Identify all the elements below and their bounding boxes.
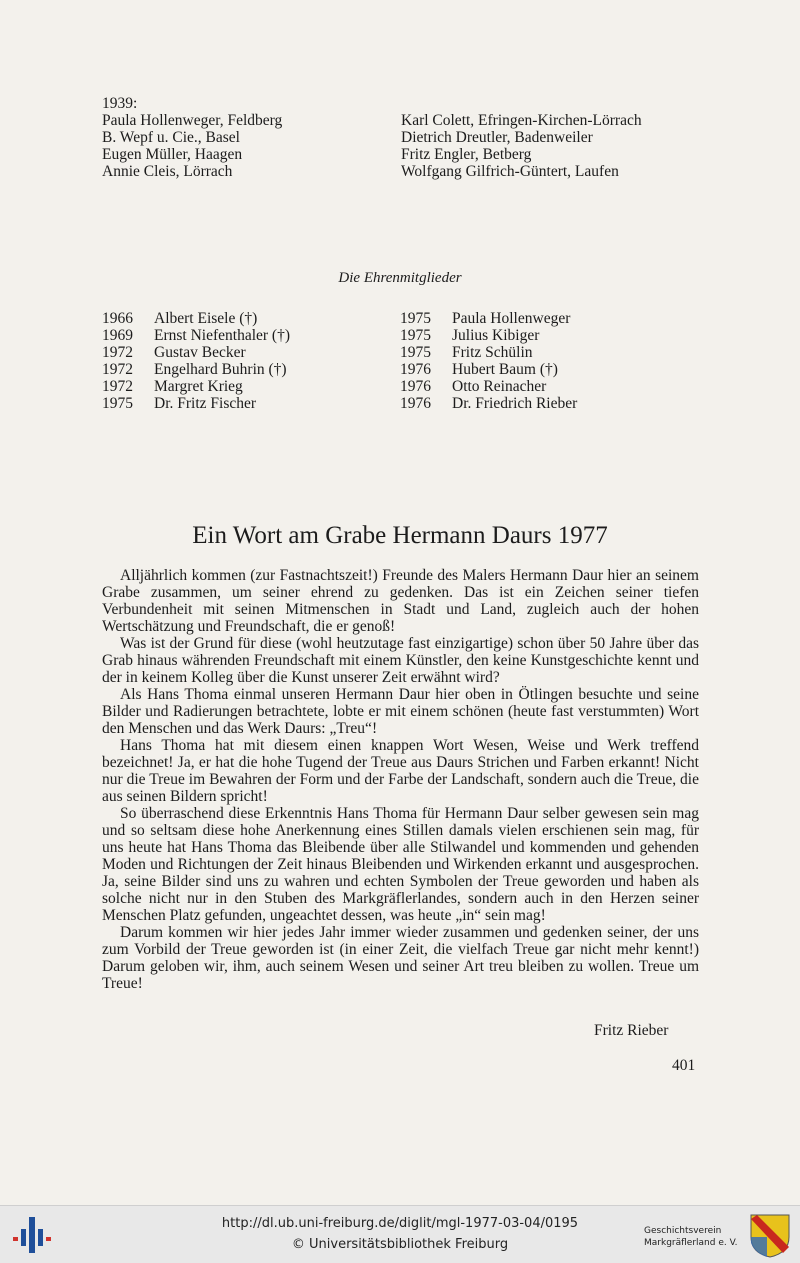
document-url-link[interactable]: http://dl.ub.uni-freiburg.de/diglit/mgl-1977-03-04/0195 xyxy=(221,1216,579,1231)
library-footer xyxy=(0,1205,800,1263)
honorary-year: 1975 xyxy=(400,344,431,361)
honorary-year: 1972 xyxy=(102,378,133,395)
coat-of-arms-icon xyxy=(749,1213,791,1259)
honorary-year: 1975 xyxy=(400,310,431,327)
honorary-row xyxy=(400,361,577,378)
article-paragraph: So überraschend diese Erkenntnis Hans Thoma für Hermann Daur selber gewesen sein mag und so seltsam diese hohe Anerkennung eines Stillen damals vielen erschienen sein mag, für uns heute hat Hans Thoma das Bleibende über alle Stilwandel und kommenden und gehenden Moden und Richtungen der Zeit hinaus Bleibenden und Wirkenden erkannt und ausgesprochen. Ja, seine Bilder sind uns zu wahren und echten Symbolen der Treue geworden und haben als solche nicht nur in den Stuben des Markgräflerlandes, sondern auch in den Herzen seiner Menschen Platz gefunden, ungeachtet dessen, was heute „in“ sein mag! xyxy=(102,805,699,924)
donor-entry: B. Wepf u. Cie., Basel xyxy=(102,129,240,146)
honorary-row xyxy=(400,310,577,327)
honorary-name: Margret Krieg xyxy=(154,378,243,395)
honorary-list-right xyxy=(400,310,577,412)
honorary-members-heading: Die Ehrenmitglieder xyxy=(338,270,462,286)
honorary-row xyxy=(400,378,577,395)
honorary-row xyxy=(102,361,290,378)
article-paragraph: Darum kommen wir hier jedes Jahr immer wieder zusammen und gedenken seiner, der uns zum Vorbild der Treue geworden ist (in einer Zeit, die vielfach Treue gar nicht mehr kennt!) Darum geloben wir, ihm, auch seinem Wesen und seiner Art treu bleiben zu wollen. Treue um Treue! xyxy=(102,924,699,992)
honorary-name: Paula Hollenweger xyxy=(452,310,571,327)
honorary-year: 1975 xyxy=(400,327,431,344)
honorary-name: Julius Kibiger xyxy=(452,327,540,344)
honorary-year: 1972 xyxy=(102,344,133,361)
article-title: Ein Wort am Grabe Hermann Daurs 1977 xyxy=(192,522,608,549)
page-number: 401 xyxy=(672,1057,696,1074)
donor-year: 1939: xyxy=(102,95,138,112)
donor-entry: Dietrich Dreutler, Badenweiler xyxy=(401,129,593,146)
honorary-name: Fritz Schülin xyxy=(452,344,533,361)
donor-entry: Annie Cleis, Lörrach xyxy=(102,163,233,180)
article-paragraph: Als Hans Thoma einmal unseren Hermann Daur hier oben in Ötlingen besuchte und seine Bilder und Radierungen betrachtete, lobte er mit einem schönen (heute fast verstummten) Wort den Menschen und das Werk Daurs: „Treu“! xyxy=(102,686,699,737)
honorary-row xyxy=(102,378,290,395)
honorary-year: 1976 xyxy=(400,361,431,378)
honorary-name: Dr. Friedrich Rieber xyxy=(452,395,578,412)
honorary-list-left xyxy=(102,310,290,412)
article-paragraph: Hans Thoma hat mit diesem einen knappen Wort Wesen, Weise und Werk treffend bezeichnet! Ja, er hat die hohe Tugend der Treue aus Daurs Strichen und Farben erkannt! Nicht nur die Treue im Bewahren der Form und der Farbe der Landschaft, sondern auch die Treue, die aus seinen Bildern spricht! xyxy=(102,737,699,805)
donor-list-left xyxy=(102,112,282,180)
copyright-notice: © Universitätsbibliothek Freiburg xyxy=(291,1237,509,1252)
honorary-row xyxy=(102,327,290,344)
article-paragraph: Was ist der Grund für diese (wohl heutzutage fast einzigartige) schon über 50 Jahre über das Grab hinaus währenden Freundschaft mit einem Künstler, den keine Kunstgeschichte kennt und der in keinem Kolleg über die Kunst unserer Zeit erwähnt wird? xyxy=(102,635,699,686)
author-signature: Fritz Rieber xyxy=(594,1022,669,1039)
donor-list-right xyxy=(401,112,642,180)
honorary-name: Gustav Becker xyxy=(154,344,246,361)
honorary-row xyxy=(400,344,577,361)
donor-entry: Karl Colett, Efringen-Kirchen-Lörrach xyxy=(401,112,642,129)
donor-entry: Fritz Engler, Betberg xyxy=(401,146,532,163)
article-body xyxy=(102,567,699,992)
article-paragraph: Alljährlich kommen (zur Fastnachtszeit!) Freunde des Malers Hermann Daur hier an seinem Grabe zusammen, um seiner ehrend zu gedenken. Das ist ein Zeichen seiner tiefen Verbundenheit mit seinen Mitmenschen in Stadt und Land, zugleich auch der hohen Wertschätzung und Freundschaft, die er genoß! xyxy=(102,567,699,635)
honorary-year: 1969 xyxy=(102,327,133,344)
honorary-year: 1976 xyxy=(400,378,431,395)
donor-entry: Wolfgang Gilfrich-Güntert, Laufen xyxy=(401,163,619,180)
honorary-row xyxy=(400,327,577,344)
honorary-year: 1966 xyxy=(102,310,133,327)
honorary-name: Engelhard Buhrin (†) xyxy=(154,361,287,378)
honorary-name: Hubert Baum (†) xyxy=(452,361,558,378)
society-name-line: Markgräflerland e. V. xyxy=(644,1238,738,1248)
honorary-row xyxy=(102,310,290,327)
honorary-name: Ernst Niefenthaler (†) xyxy=(154,327,290,344)
donor-entry: Eugen Müller, Haagen xyxy=(102,146,243,163)
honorary-year: 1976 xyxy=(400,395,431,412)
honorary-row xyxy=(400,395,577,412)
honorary-year: 1972 xyxy=(102,361,133,378)
honorary-name: Albert Eisele (†) xyxy=(154,310,258,327)
honorary-row xyxy=(102,344,290,361)
donor-entry: Paula Hollenweger, Feldberg xyxy=(102,112,283,129)
society-name-line: Geschichtsverein xyxy=(644,1226,722,1236)
honorary-year: 1975 xyxy=(102,395,133,412)
honorary-name: Dr. Fritz Fischer xyxy=(154,395,257,412)
honorary-row xyxy=(102,395,290,412)
honorary-name: Otto Reinacher xyxy=(452,378,547,395)
society-name xyxy=(644,1225,737,1249)
